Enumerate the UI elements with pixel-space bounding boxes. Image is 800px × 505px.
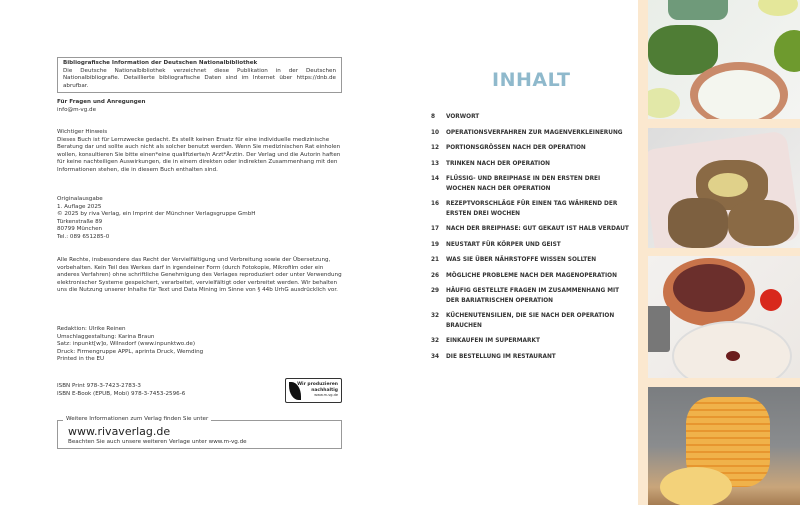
isbn-print: ISBN Print 978-3-7423-2783-3 <box>57 383 141 389</box>
edition-block <box>57 196 255 242</box>
publisher-web-box <box>57 416 342 449</box>
edition-line: Originalausgabe <box>57 196 103 202</box>
edition-line: 1. Auflage 2025 <box>57 203 102 210</box>
toc-title: FLÜSSIG- UND BREIPHASE IN DEN ERSTEN DREI WOCHEN NACH DER OPERATION <box>446 176 601 192</box>
toc-page-number: 29 <box>431 288 440 294</box>
credit-line: Druck: Firmengruppe APPL, aprinta Druck, Wemding <box>57 348 204 355</box>
bibliographic-info-box <box>57 57 342 93</box>
biblio-text: Die Deutsche Nationalbibliothek verzeichnet diese Publikation in der Deutschen Nationalbibliografie. Detaillierte bibliografische Daten sind im Internet über https://dnb.de abrufbar. <box>63 67 336 89</box>
badge-url: www.m-vg.de <box>314 393 338 397</box>
toc-page-number: 10 <box>431 129 440 136</box>
questions-block <box>57 99 145 114</box>
notice-block <box>57 129 342 175</box>
toc-title: OPERATIONSVERFAHREN ZUR MAGENVERKLEINERUNG <box>446 129 623 136</box>
publisher-url[interactable]: www.rivaverlag.de <box>68 425 171 438</box>
toc-entry[interactable] <box>431 272 631 282</box>
notice-title: Wichtiger Hinweis <box>57 129 108 135</box>
toc-page-number: 16 <box>431 201 440 207</box>
credit-line: Redaktion: Ulrike Reinen <box>57 326 126 332</box>
toc-entry[interactable] <box>431 287 631 306</box>
toc-entry[interactable] <box>431 241 631 251</box>
toc-title: PORTIONSGRÖSSEN NACH DER OPERATION <box>446 145 586 151</box>
toc-title: NEUSTART FÜR KÖRPER UND GEIST <box>446 241 561 248</box>
toc-title: KÜCHENUTENSILIEN, DIE SIE NACH DER OPERATION BRAUCHEN <box>446 313 615 329</box>
toc-entry[interactable] <box>431 175 631 194</box>
photo-dip-tomatoes <box>648 256 800 378</box>
badge-line2: nachhaltig <box>311 387 338 393</box>
toc-page-number: 13 <box>431 160 440 167</box>
isbn-block <box>57 383 185 398</box>
toc-entry[interactable] <box>431 200 631 219</box>
toc-entry[interactable] <box>431 225 631 235</box>
credit-line: Umschlaggestaltung: Karina Braun <box>57 333 155 340</box>
web-legend: Weitere Informationen zum Verlag finden Sie unter <box>63 416 211 422</box>
toc-title: VORWORT <box>446 114 480 120</box>
toc-entry[interactable] <box>431 113 631 123</box>
toc-entry[interactable] <box>431 353 631 363</box>
notice-text: Dieses Buch ist für Lernzwecke gedacht. Es stellt keinen Ersatz für eine individuelle medizinische Beratung dar und sollte auch nicht als solcher benutzt werden. Wenn Sie medizinischen Rat einholen wollen, konsultieren Sie bitte einen*eine qualifizierte/n Arzt*Ärztin. Der Verlag und die Autorin haften für keine nachteiligen Auswirkungen, die in einem direkten oder indirekten Zusammenhang mit den Informationen stehen, die in diesem Buch enthalten sind. <box>57 136 341 173</box>
toc-page-number: 12 <box>431 145 440 151</box>
questions-title: Für Fragen und Anregungen <box>57 99 146 105</box>
edition-line: © 2025 by riva Verlag, ein Imprint der Münchner Verlagsgruppe GmbH <box>57 211 256 218</box>
toc-title: NACH DER BREIPHASE: GUT GEKAUT IST HALB VERDAUT <box>446 226 629 232</box>
contact-email: info@m-vg.de <box>57 106 97 113</box>
page-title: INHALT <box>492 69 571 91</box>
biblio-title: Bibliografische Information der Deutschen Nationalbibliothek <box>63 60 258 66</box>
toc-page-number: 17 <box>431 226 440 232</box>
badge-line1: Wir produzieren <box>297 382 338 387</box>
toc-page-number: 26 <box>431 272 440 279</box>
toc-page-number: 19 <box>431 241 440 248</box>
credits-block <box>57 326 203 364</box>
edition-line: 80799 München <box>57 226 103 233</box>
toc-entry[interactable] <box>431 160 631 170</box>
toc-entry[interactable] <box>431 129 631 139</box>
edition-line: Türkenstraße 89 <box>57 218 103 225</box>
toc-entry[interactable] <box>431 312 631 331</box>
photo-cheese-crisps <box>648 387 800 505</box>
toc-title: MÖGLICHE PROBLEME NACH DER MAGENOPERATION <box>446 272 617 279</box>
toc-title: TRINKEN NACH DER OPERATION <box>446 160 550 167</box>
toc-page-number: 34 <box>431 353 440 360</box>
toc-entry[interactable] <box>431 144 631 154</box>
credit-line: Printed in the EU <box>57 356 105 363</box>
rights-text: Alle Rechte, insbesondere das Recht der Vervielfältigung und Verbreitung sowie der Übersetzung, vorbehalten. Kein Teil des Werkes darf in irgendeiner Form (durch Fotokopie, Mikrofilm oder ein anderes Verfahren) ohne schriftliche Genehmigung des Verlages reproduziert oder unter Verwendung elektronischer Systeme gespeichert, verarbeitet, vervielfältigt oder verbreitet werden. Wir behalten uns die Nutzung unserer Inhalte für Text und Data Mining im Sinne von § 44b UrhG ausdrücklich vor. <box>57 257 342 294</box>
toc-page-number: 32 <box>431 313 440 319</box>
toc-title: REZEPTVORSCHLÄGE FÜR EINEN TAG WÄHREND DER ERSTEN DREI WOCHEN <box>446 201 618 217</box>
photo-herb-dip <box>648 0 800 119</box>
photo-baked-bread <box>648 128 800 248</box>
toc-title: WAS SIE ÜBER NÄHRSTOFFE WISSEN SOLLTEN <box>446 257 597 263</box>
toc-entry[interactable] <box>431 337 631 347</box>
toc-page-number: 32 <box>431 338 440 344</box>
table-of-contents <box>431 113 631 368</box>
isbn-ebook: ISBN E-Book (EPUB, Mobi) 978-3-7453-2596-6 <box>57 390 186 397</box>
web-note: Beachten Sie auch unsere weiteren Verlage unter www.m-vg.de <box>68 439 247 445</box>
credit-line: Satz: inpunkt[w]o, Wilnsdorf (www.inpunktwo.de) <box>57 341 196 348</box>
toc-title: HÄUFIG GESTELLTE FRAGEN IM ZUSAMMENHANG MIT DER BARIATRISCHEN OPERATION <box>446 288 620 304</box>
toc-entry[interactable] <box>431 256 631 266</box>
edition-line: Tel.: 089 651285-0 <box>57 233 110 240</box>
toc-title: DIE BESTELLUNG IM RESTAURANT <box>446 353 556 360</box>
toc-page-number: 14 <box>431 176 440 182</box>
toc-page-number: 8 <box>431 114 436 120</box>
toc-title: EINKAUFEN IM SUPERMARKT <box>446 338 540 344</box>
toc-page-number: 21 <box>431 257 440 263</box>
sustainability-badge <box>285 378 342 403</box>
